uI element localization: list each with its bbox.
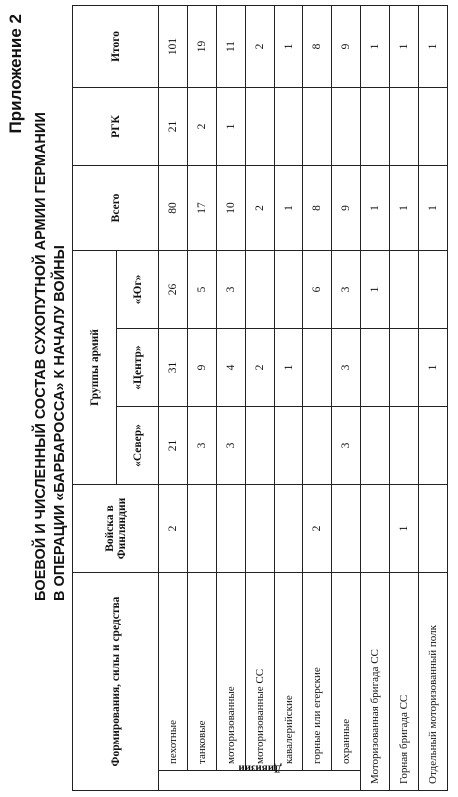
cell-total: 1	[390, 165, 419, 250]
divisions-label: Дивизии	[237, 762, 282, 775]
title-line-1: БОЕВОЙ И ЧИСЛЕННЫЙ СОСТАВ СУХОПУТНОЙ АРМИИ ГЕРМАНИИ	[33, 112, 49, 601]
cell-total: 17	[187, 165, 216, 250]
table-title	[32, 41, 70, 601]
header-army-groups: Группы армий	[73, 250, 117, 484]
cell-south	[274, 250, 303, 328]
table-row	[159, 5, 188, 790]
cell-total: 10	[216, 165, 245, 250]
header-total: Всего	[73, 165, 159, 250]
cell-grand: 1	[361, 5, 390, 87]
cell-center: 3	[332, 329, 361, 407]
row-label: Моторизованная бригада СС	[361, 573, 390, 791]
table-row	[274, 5, 303, 790]
cell-rgk: 1	[216, 87, 245, 165]
cell-grand: 1	[274, 5, 303, 87]
cell-north	[390, 407, 419, 485]
cell-north: 21	[159, 407, 188, 485]
cell-finland: 2	[159, 485, 188, 573]
divisions-group-cell	[159, 762, 361, 791]
cell-north	[419, 407, 448, 485]
cell-center: 4	[216, 329, 245, 407]
cell-center	[361, 329, 390, 407]
cell-south	[419, 250, 448, 328]
header-formations: Формирования, силы и средства	[73, 573, 159, 791]
cell-south	[390, 250, 419, 328]
row-label: танковые	[187, 573, 216, 771]
cell-center: 9	[187, 329, 216, 407]
cell-rgk: 21	[159, 87, 188, 165]
cell-finland: 1	[390, 485, 419, 573]
row-label: моторизованные СС	[245, 573, 274, 771]
cell-rgk	[419, 87, 448, 165]
cell-north	[274, 407, 303, 485]
cell-finland	[361, 485, 390, 573]
cell-total: 9	[332, 165, 361, 250]
table-row	[361, 5, 390, 790]
header-north: «Север»	[117, 407, 159, 485]
row-label: кавалерийские	[274, 573, 303, 771]
cell-rgk	[361, 87, 390, 165]
header-rgk: РГК	[73, 87, 159, 165]
cell-finland	[216, 485, 245, 573]
cell-center: 1	[419, 329, 448, 407]
cell-north	[361, 407, 390, 485]
table-row	[187, 5, 216, 790]
cell-south: 26	[159, 250, 188, 328]
cell-rgk	[303, 87, 332, 165]
cell-north: 3	[216, 407, 245, 485]
row-label: пехотные	[159, 573, 188, 771]
cell-center: 2	[245, 329, 274, 407]
cell-center	[390, 329, 419, 407]
row-label: Отдельный моторизованный полк	[419, 573, 448, 791]
cell-grand: 8	[303, 5, 332, 87]
cell-center: 1	[274, 329, 303, 407]
cell-total: 8	[303, 165, 332, 250]
cell-south: 3	[216, 250, 245, 328]
table-row	[332, 5, 361, 790]
cell-north: 3	[187, 407, 216, 485]
row-label: моторизованные	[216, 573, 245, 771]
cell-grand: 19	[187, 5, 216, 87]
cell-finland	[274, 485, 303, 573]
cell-north	[303, 407, 332, 485]
cell-rgk	[274, 87, 303, 165]
table-row	[390, 5, 419, 790]
cell-finland: 2	[303, 485, 332, 573]
cell-total: 80	[159, 165, 188, 250]
cell-grand: 9	[332, 5, 361, 87]
cell-grand: 11	[216, 5, 245, 87]
cell-north: 3	[332, 407, 361, 485]
cell-total: 1	[419, 165, 448, 250]
table-row	[303, 5, 332, 790]
table-row	[419, 5, 448, 790]
row-label: охранные	[332, 573, 361, 771]
cell-center: 31	[159, 329, 188, 407]
cell-rgk	[245, 87, 274, 165]
cell-rgk	[390, 87, 419, 165]
table-row	[245, 5, 274, 790]
cell-finland	[245, 485, 274, 573]
cell-grand: 1	[390, 5, 419, 87]
cell-total: 1	[274, 165, 303, 250]
cell-finland	[419, 485, 448, 573]
cell-center	[303, 329, 332, 407]
cell-finland	[187, 485, 216, 573]
title-line-2: В ОПЕРАЦИИ «БАРБАРОССА» К НАЧАЛУ ВОЙНЫ	[52, 245, 68, 601]
cell-total: 2	[245, 165, 274, 250]
row-label: Горная бригада СС	[390, 573, 419, 791]
cell-grand: 2	[245, 5, 274, 87]
row-label: горные или егерские	[303, 573, 332, 771]
cell-north	[245, 407, 274, 485]
composition-table	[72, 5, 448, 791]
appendix-label: Приложение 2	[6, 14, 25, 134]
cell-south: 5	[187, 250, 216, 328]
header-finland: Войска в Финляндии	[73, 485, 159, 573]
cell-south	[245, 250, 274, 328]
header-south: «Юг»	[117, 250, 159, 328]
header-grand-total: Итого	[73, 5, 159, 87]
table-row	[216, 5, 245, 790]
cell-total: 1	[361, 165, 390, 250]
cell-grand: 101	[159, 5, 188, 87]
cell-rgk	[332, 87, 361, 165]
cell-south: 6	[303, 250, 332, 328]
cell-south: 1	[361, 250, 390, 328]
cell-rgk: 2	[187, 87, 216, 165]
header-center: «Центр»	[117, 329, 159, 407]
cell-south: 3	[332, 250, 361, 328]
cell-finland	[332, 485, 361, 573]
cell-grand: 1	[419, 5, 448, 87]
table-body	[159, 5, 448, 790]
